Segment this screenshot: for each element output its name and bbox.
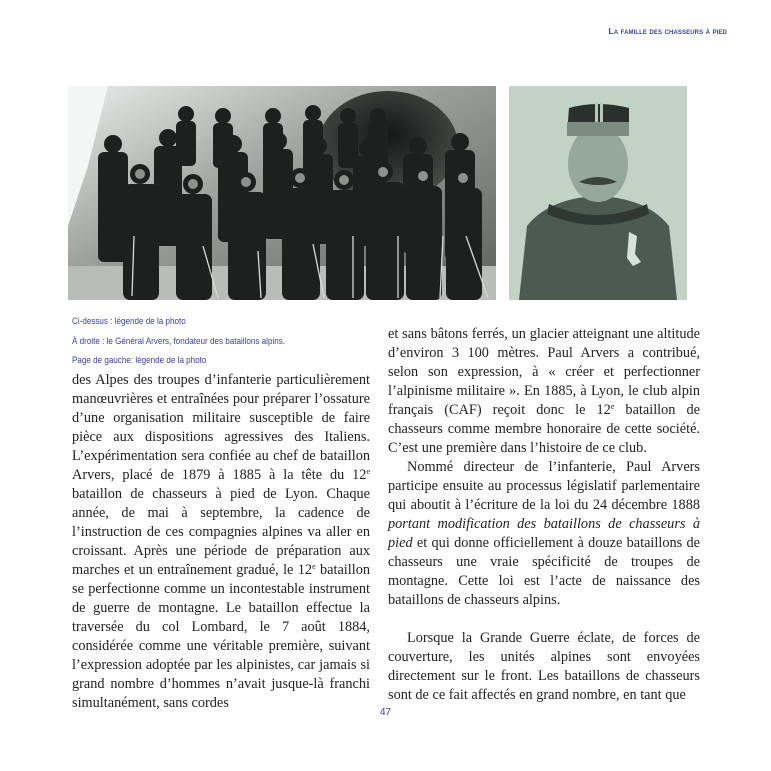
law-title: portant modification des bataillons de chasseurs à pied	[388, 516, 700, 551]
caption-left-page: Page de gauche: légende de la photo	[72, 355, 207, 365]
ordinal-superscript: e	[610, 402, 615, 411]
ordinal-superscript: e	[312, 562, 316, 571]
group-photo-image	[68, 86, 496, 300]
paragraph: Lorsque la Grande Guerre éclate, de forces de couverture, les unités alpines sont envoyées directement sur le front. Les bataillons de chasseurs sont de ce fait affectés en grand nombre, en tant que	[388, 630, 700, 703]
paragraph	[72, 371, 370, 713]
text-run: et qui donne officiellement à douze bataillons de chasseurs une vraie spécificité de troupes de montagne. Cette loi est l’acte de naissance des bataillons de chasseurs alpins.	[388, 535, 700, 608]
text-run: bataillon se perfectionne comme un incontestable instrument de guerre de montagne. Le bataillon effectue la traversée du col Lombard, le 7 août 1884, considérée comme une véritable première, suivant l’expression adoptée par les alpinistes, car jamais si grand nombre d’hommes n’avait jusque-là franchi simultanément, sans cordes	[72, 562, 370, 711]
group-photo	[68, 86, 496, 300]
paragraph-gap	[388, 610, 700, 629]
text-run: Nommé directeur de l’infanterie, Paul Arvers participe ensuite au processus législatif parlementaire qui aboutit à l’écriture de la loi du 24 décembre 1888	[388, 459, 700, 513]
portrait-photo-image	[509, 86, 687, 300]
caption-right: À droite : le Général Arvers, fondateur des bataillons alpins.	[72, 335, 286, 346]
portrait-photo	[509, 86, 687, 300]
page-number: 47	[379, 707, 392, 718]
text-column-right	[388, 325, 700, 705]
caption-above: Ci-dessus : légende de la photo	[72, 316, 186, 326]
ordinal-superscript: e	[366, 467, 370, 476]
running-head: La famille des chasseurs à pied	[608, 26, 727, 36]
text-run: bataillon de chasseurs à pied de Lyon. Chaque année, de mai à septembre, la cadence de l’instruction de ces compagnies alpines va aller en croissant. Après une période de préparation aux marches et un entraînement gradué, le 12	[72, 486, 370, 578]
paragraph	[388, 458, 700, 610]
text-run: bataillon de chasseurs comme membre honoraire de cette société. C’est une première dans l’histoire de ce club.	[388, 402, 701, 456]
text-run: et sans bâtons ferrés, un glacier atteignant une altitude d’environ 3 100 mètres. Paul Arvers a contribué, selon son expression, à « créer et perfectionner l’alpinisme militaire ». En 1885, à Lyon, le club alpin français (CAF) reçoit donc le 12	[388, 326, 700, 418]
text-run: des Alpes des troupes d’infanterie particulièrement manœuvrières et entraînées pour préparer l’ossature d’une organisation militaire susceptible de faire pièce aux dispositions agressives des Italiens. L’expérimentation sera confiée au chef de bataillon Arvers, placé de 1879 à 1885 à la tête du 12	[72, 372, 370, 483]
text-column-left	[72, 371, 370, 713]
paragraph	[388, 325, 700, 458]
photo-captions	[72, 312, 372, 371]
